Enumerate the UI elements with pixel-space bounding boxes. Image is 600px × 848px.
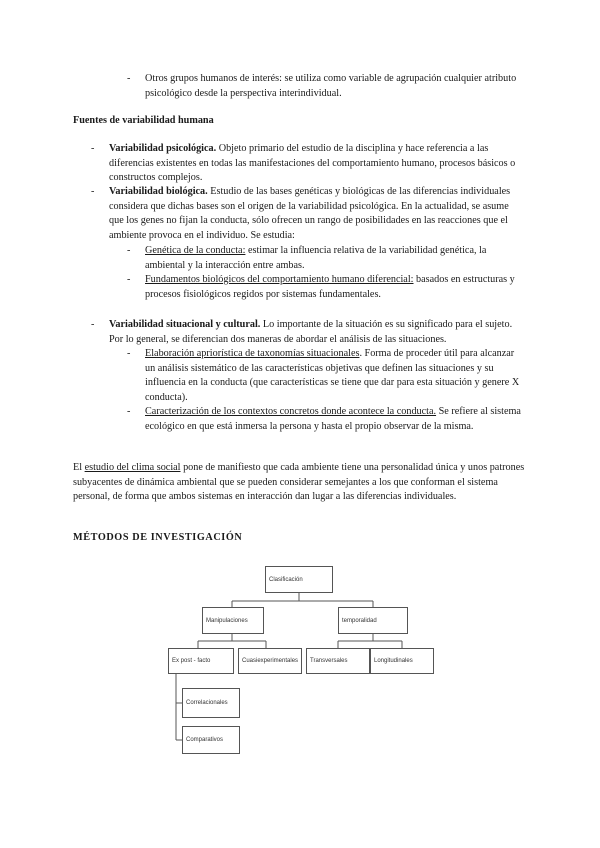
sub-bullet: - [127,348,131,359]
intro-item-text: Otros grupos humanos de interés: se utiliza como variable de agrupación cualquier atributo psicológico desde la perspectiva interindividual. [145,73,517,99]
subitem-text: estimar la influencia relativa de la variabilidad genética, la ambiental y la interacción entre ambas. [145,245,487,271]
sub-bullet: - [127,245,131,256]
subitem-title: Caracterización de los contextos concretos donde acontece la conducta. [145,406,437,417]
item-bullet: - [91,319,95,330]
subitem-text: . Forma de proceder útil para alcanzar un análisis sistemático de las características objetivas que definen las situaciones y su influencia en la conducta (que características se tiene que dar para esta situación y genere X conducta). [145,348,520,403]
sub-bullet: - [127,274,131,285]
intro-bullet: - [127,73,131,84]
subitem-text: basados en estructuras y procesos fisiológicos regidos por sistemas fundamentales. [145,274,515,300]
item-title: Variabilidad biológica. [109,186,208,197]
diagram-node-longitudinal: Longitudinales [370,648,434,674]
item-bullet: - [91,143,95,154]
item-title: Variabilidad psicológica. [109,143,217,154]
item-title: Variabilidad situacional y cultural. [109,319,261,330]
sub-bullet: - [127,406,131,417]
climate-link-text: estudio del clima social [84,462,181,473]
methods-heading: MÉTODOS DE INVESTIGACIÓN [73,532,243,543]
diagram-node-ex-post-facto: Ex post - facto [168,648,234,674]
item-bullet: - [91,186,95,197]
diagram-node-transversal: Transversales [306,648,370,674]
sources-heading: Fuentes de variabilidad humana [73,115,214,126]
item-text: Objeto primario del estudio de la disciplina y hace referencia a las diferencias existentes en todas las manifestaciones del comportamiento humano, procesos básicos o constructos complejos. [109,143,516,184]
diagram-node-correlational: Correlacionales [182,688,240,718]
diagram-node-root: Clasificación [265,566,333,593]
climate-prefix: El [73,462,85,473]
climate-text: pone de manifiesto que cada ambiente tiene una personalidad única y unos patrones subyacentes de dinámica ambiental que se pueden considerar semejantes a los que conforman el sistema personal, de forma que ambos sistemas en interacción dan lugar a las diferencias individuales. [73,462,525,503]
diagram-node-quasi-experimental: Cuasiexperimentales [238,648,302,674]
item-text: Lo importante de la situación es su significado para el sujeto. Por lo general, se diferencian dos maneras de abordar el análisis de las situaciones. [109,319,513,345]
subitem-title: Fundamentos biológicos del comportamiento humano diferencial: [145,274,414,285]
item-text: Estudio de las bases genéticas y biológicas de las diferencias individuales considera que dichas bases son el origen de la variabilidad psicológica. En la actualidad, se asume que los genes no fijan la conducta, sólo ofrecen un rango de posibilidades en las reacciones que el ambiente provoca en el individuo. Se estudia: [109,186,511,241]
subitem-title: Elaboración apriorística de taxonomías situacionales [145,348,360,359]
diagram-node-temporality: temporalidad [338,607,408,634]
diagram-node-manipulation: Manipulaciones [202,607,264,634]
subitem-title: Genética de la conducta: [145,245,246,256]
diagram-node-comparative: Comparativos [182,726,240,754]
subitem-text: Se refiere al sistema ecológico en que está inmersa la persona y hasta el propio observar de la misma. [145,406,521,432]
